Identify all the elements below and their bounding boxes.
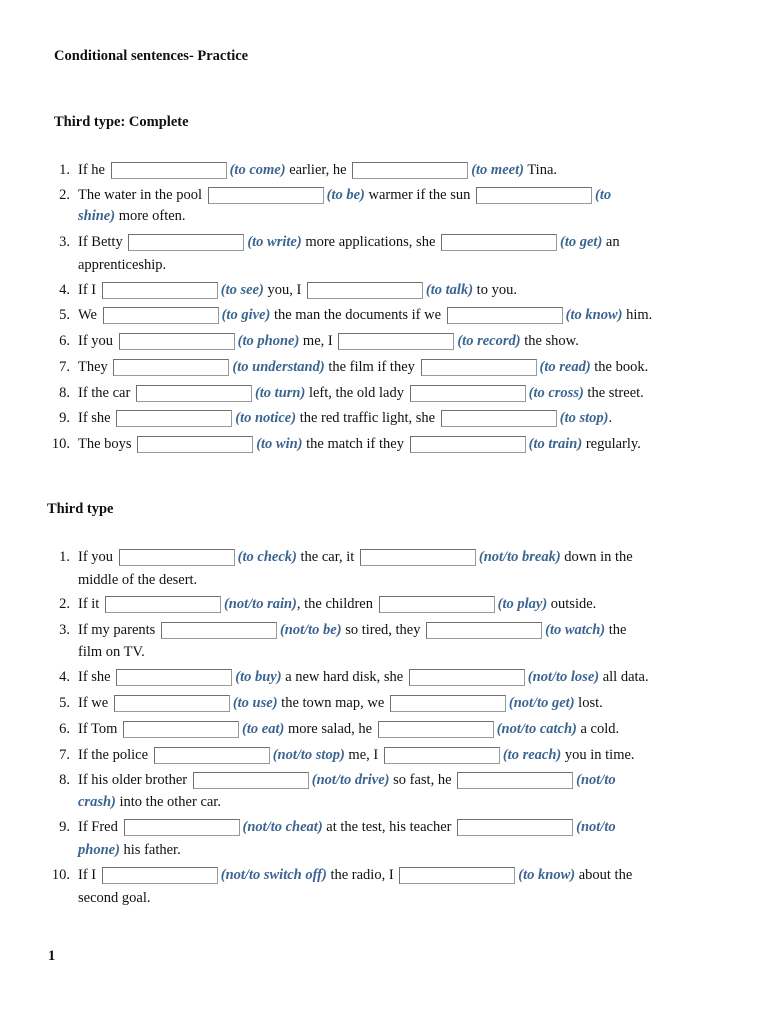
sentence-text: middle of the desert. bbox=[78, 572, 198, 588]
exercise-item bbox=[78, 358, 648, 376]
sentence-text: , the children bbox=[296, 596, 377, 612]
verb-hint: (to come) bbox=[229, 162, 286, 178]
sentence-text: regularly. bbox=[582, 436, 641, 452]
answer-blank[interactable] bbox=[102, 867, 218, 884]
verb-hint: (to notice) bbox=[235, 410, 297, 426]
exercise-item bbox=[78, 746, 635, 764]
item-number: 7. bbox=[59, 747, 70, 763]
exercise-item-continuation bbox=[78, 889, 150, 907]
verb-hint: (to understand) bbox=[232, 359, 325, 375]
sentence-text: the show. bbox=[520, 333, 579, 349]
sentence-text: the film if they bbox=[324, 359, 419, 375]
answer-blank[interactable] bbox=[409, 669, 525, 686]
answer-blank[interactable] bbox=[441, 234, 557, 251]
verb-hint: (to stop) bbox=[559, 410, 609, 426]
sentence-text: earlier, he bbox=[285, 162, 351, 178]
sentence-text: about the bbox=[575, 867, 633, 883]
sentence-text: you, I bbox=[263, 282, 305, 298]
exercise-item bbox=[78, 409, 612, 427]
answer-blank[interactable] bbox=[421, 359, 537, 376]
exercise-item bbox=[78, 186, 611, 204]
sentence-text: an bbox=[602, 234, 620, 250]
verb-hint: (to meet) bbox=[471, 162, 524, 178]
item-number: 2. bbox=[59, 596, 70, 612]
sentence-text: to you. bbox=[473, 282, 517, 298]
item-number: 8. bbox=[59, 385, 70, 401]
verb-hint: (to give) bbox=[221, 307, 271, 323]
sentence-text: the man the documents if we bbox=[270, 307, 445, 323]
answer-blank[interactable] bbox=[441, 410, 557, 427]
verb-hint: (to record) bbox=[457, 333, 521, 349]
sentence-text: If he bbox=[78, 162, 109, 178]
exercise-item bbox=[78, 306, 652, 324]
sentence-text: apprenticeship. bbox=[78, 257, 167, 273]
answer-blank[interactable] bbox=[379, 596, 495, 613]
answer-blank[interactable] bbox=[426, 622, 542, 639]
verb-hint: (not/to stop) bbox=[272, 747, 345, 763]
answer-blank[interactable] bbox=[390, 695, 506, 712]
answer-blank[interactable] bbox=[378, 721, 494, 738]
exercise-item-continuation bbox=[78, 571, 197, 589]
exercise-item bbox=[78, 548, 633, 566]
verb-hint: (to win) bbox=[256, 436, 303, 452]
answer-blank[interactable] bbox=[128, 234, 244, 251]
sentence-text: If my parents bbox=[78, 622, 159, 638]
answer-blank[interactable] bbox=[116, 669, 232, 686]
item-number: 5. bbox=[59, 307, 70, 323]
sentence-text: into the other car. bbox=[115, 794, 221, 810]
sentence-text: so tired, they bbox=[341, 622, 425, 638]
verb-hint: (to use) bbox=[232, 695, 278, 711]
answer-blank[interactable] bbox=[123, 721, 239, 738]
verb-hint: (to play) bbox=[497, 596, 548, 612]
answer-blank[interactable] bbox=[136, 385, 252, 402]
item-number: 9. bbox=[59, 410, 70, 426]
item-number: 9. bbox=[59, 819, 70, 835]
sentence-text: down in the bbox=[560, 549, 633, 565]
sentence-text: lost. bbox=[574, 695, 603, 711]
sentence-text: If I bbox=[78, 867, 100, 883]
exercise-item-continuation bbox=[78, 207, 186, 225]
verb-hint: (not/to catch) bbox=[496, 721, 577, 737]
sentence-text: Tina. bbox=[523, 162, 558, 178]
exercise-item-continuation bbox=[78, 643, 145, 661]
verb-hint: (not/to bbox=[576, 772, 616, 788]
sentence-text: the car, it bbox=[296, 549, 358, 565]
sentence-text: left, the old lady bbox=[305, 385, 408, 401]
item-number: 5. bbox=[59, 695, 70, 711]
sentence-text: If his older brother bbox=[78, 772, 191, 788]
sentence-text: the town map, we bbox=[277, 695, 388, 711]
sentence-text: all data. bbox=[599, 669, 649, 685]
item-number: 6. bbox=[59, 721, 70, 737]
verb-hint: (to watch) bbox=[545, 622, 606, 638]
sentence-text: If the police bbox=[78, 747, 152, 763]
exercise-item bbox=[78, 720, 619, 738]
verb-hint: crash) bbox=[78, 794, 116, 810]
exercise-item bbox=[78, 595, 596, 613]
answer-blank[interactable] bbox=[360, 549, 476, 566]
answer-blank[interactable] bbox=[119, 333, 235, 350]
sentence-text: the match if they bbox=[302, 436, 408, 452]
verb-hint: (not/to rain) bbox=[223, 596, 297, 612]
sentence-text: . bbox=[608, 410, 613, 426]
answer-blank[interactable] bbox=[119, 549, 235, 566]
verb-hint: (not/to switch off) bbox=[220, 867, 327, 883]
sentence-text: the street. bbox=[583, 385, 644, 401]
answer-blank[interactable] bbox=[193, 772, 309, 789]
item-number: 8. bbox=[59, 772, 70, 788]
answer-blank[interactable] bbox=[116, 410, 232, 427]
answer-blank[interactable] bbox=[124, 819, 240, 836]
answer-blank[interactable] bbox=[113, 359, 229, 376]
sentence-text: We bbox=[78, 307, 101, 323]
page-number: 1 bbox=[48, 948, 56, 964]
answer-blank[interactable] bbox=[114, 695, 230, 712]
answer-blank[interactable] bbox=[457, 772, 573, 789]
sentence-text: the bbox=[605, 622, 627, 638]
answer-blank[interactable] bbox=[137, 436, 253, 453]
verb-hint: (not/to break) bbox=[478, 549, 561, 565]
verb-hint: (not/to bbox=[576, 819, 616, 835]
verb-hint: (not/to get) bbox=[508, 695, 575, 711]
answer-blank[interactable] bbox=[103, 307, 219, 324]
exercise-item-continuation bbox=[78, 256, 166, 274]
exercise-item bbox=[78, 435, 641, 453]
verb-hint: (to check) bbox=[237, 549, 297, 565]
sentence-text: at the test, his teacher bbox=[322, 819, 456, 835]
item-number: 4. bbox=[59, 282, 70, 298]
verb-hint: (to train) bbox=[528, 436, 583, 452]
exercise-item bbox=[78, 332, 579, 350]
sentence-text: film on TV. bbox=[78, 644, 145, 660]
sentence-text: second goal. bbox=[78, 890, 151, 906]
verb-hint: (to know) bbox=[518, 867, 576, 883]
sentence-text: his father. bbox=[119, 842, 181, 858]
verb-hint: (to bbox=[595, 187, 612, 203]
answer-blank[interactable] bbox=[105, 596, 221, 613]
sentence-text: If it bbox=[78, 596, 103, 612]
exercise-item bbox=[78, 233, 620, 251]
verb-hint: shine) bbox=[78, 208, 116, 224]
exercise-item bbox=[78, 384, 644, 402]
answer-blank[interactable] bbox=[399, 867, 515, 884]
sentence-text: the red traffic light, she bbox=[296, 410, 439, 426]
answer-blank[interactable] bbox=[102, 282, 218, 299]
section1-heading: Third type: Complete bbox=[54, 114, 189, 130]
sentence-text: If Betty bbox=[78, 234, 127, 250]
verb-hint: (not/to cheat) bbox=[242, 819, 323, 835]
sentence-text: They bbox=[78, 359, 112, 375]
verb-hint: (to write) bbox=[247, 234, 302, 250]
answer-blank[interactable] bbox=[410, 436, 526, 453]
verb-hint: (to phone) bbox=[237, 333, 300, 349]
sentence-text: so fast, he bbox=[389, 772, 456, 788]
item-number: 3. bbox=[59, 234, 70, 250]
exercise-item bbox=[78, 694, 603, 712]
exercise-item-continuation bbox=[78, 793, 221, 811]
answer-blank[interactable] bbox=[457, 819, 573, 836]
answer-blank[interactable] bbox=[352, 162, 468, 179]
exercise-item bbox=[78, 771, 616, 789]
sentence-text: If she bbox=[78, 410, 115, 426]
verb-hint: (not/to be) bbox=[279, 622, 342, 638]
sentence-text: the book. bbox=[590, 359, 649, 375]
answer-blank[interactable] bbox=[154, 747, 270, 764]
verb-hint: (to buy) bbox=[235, 669, 282, 685]
sentence-text: warmer if the sun bbox=[364, 187, 475, 203]
verb-hint: (to read) bbox=[539, 359, 591, 375]
answer-blank[interactable] bbox=[447, 307, 563, 324]
sentence-text: more applications, she bbox=[301, 234, 440, 250]
item-number: 10. bbox=[51, 867, 70, 883]
verb-hint: (to be) bbox=[326, 187, 365, 203]
page-title: Conditional sentences- Practice bbox=[54, 48, 249, 64]
exercise-item bbox=[78, 281, 517, 299]
item-number: 6. bbox=[59, 333, 70, 349]
sentence-text: If you bbox=[78, 549, 117, 565]
item-number: 10. bbox=[51, 436, 70, 452]
answer-blank[interactable] bbox=[410, 385, 526, 402]
sentence-text: If she bbox=[78, 669, 115, 685]
sentence-text: If you bbox=[78, 333, 117, 349]
sentence-text: the radio, I bbox=[326, 867, 398, 883]
sentence-text: you in time. bbox=[561, 747, 635, 763]
verb-hint: (to get) bbox=[560, 234, 603, 250]
verb-hint: (to reach) bbox=[502, 747, 562, 763]
answer-blank[interactable] bbox=[161, 622, 277, 639]
answer-blank[interactable] bbox=[111, 162, 227, 179]
answer-blank[interactable] bbox=[307, 282, 423, 299]
item-number: 2. bbox=[59, 187, 70, 203]
answer-blank[interactable] bbox=[208, 187, 324, 204]
sentence-text: If Tom bbox=[78, 721, 122, 737]
sentence-text: him. bbox=[622, 307, 653, 323]
exercise-item bbox=[78, 866, 632, 884]
verb-hint: (not/to lose) bbox=[527, 669, 600, 685]
verb-hint: (to cross) bbox=[528, 385, 584, 401]
section2-heading: Third type bbox=[47, 501, 114, 517]
exercise-item bbox=[78, 668, 649, 686]
exercise-item-continuation bbox=[78, 841, 181, 859]
verb-hint: (to see) bbox=[220, 282, 264, 298]
sentence-text: If we bbox=[78, 695, 112, 711]
sentence-text: If Fred bbox=[78, 819, 122, 835]
verb-hint: (to know) bbox=[565, 307, 623, 323]
item-number: 1. bbox=[59, 162, 70, 178]
item-number: 1. bbox=[59, 549, 70, 565]
sentence-text: outside. bbox=[547, 596, 597, 612]
verb-hint: (to turn) bbox=[254, 385, 306, 401]
sentence-text: The boys bbox=[78, 436, 136, 452]
verb-hint: (to talk) bbox=[425, 282, 474, 298]
answer-blank[interactable] bbox=[476, 187, 592, 204]
sentence-text: a cold. bbox=[576, 721, 620, 737]
verb-hint: phone) bbox=[78, 842, 120, 858]
item-number: 3. bbox=[59, 622, 70, 638]
sentence-text: a new hard disk, she bbox=[281, 669, 407, 685]
sentence-text: more salad, he bbox=[284, 721, 376, 737]
sentence-text: more often. bbox=[115, 208, 186, 224]
sentence-text: The water in the pool bbox=[78, 187, 206, 203]
answer-blank[interactable] bbox=[338, 333, 454, 350]
exercise-item bbox=[78, 161, 557, 179]
sentence-text: me, I bbox=[299, 333, 337, 349]
verb-hint: (to eat) bbox=[242, 721, 285, 737]
verb-hint: (not/to drive) bbox=[311, 772, 390, 788]
item-number: 4. bbox=[59, 669, 70, 685]
exercise-item bbox=[78, 818, 616, 836]
answer-blank[interactable] bbox=[384, 747, 500, 764]
item-number: 7. bbox=[59, 359, 70, 375]
sentence-text: If I bbox=[78, 282, 100, 298]
exercise-item bbox=[78, 621, 626, 639]
sentence-text: If the car bbox=[78, 385, 134, 401]
sentence-text: me, I bbox=[344, 747, 382, 763]
